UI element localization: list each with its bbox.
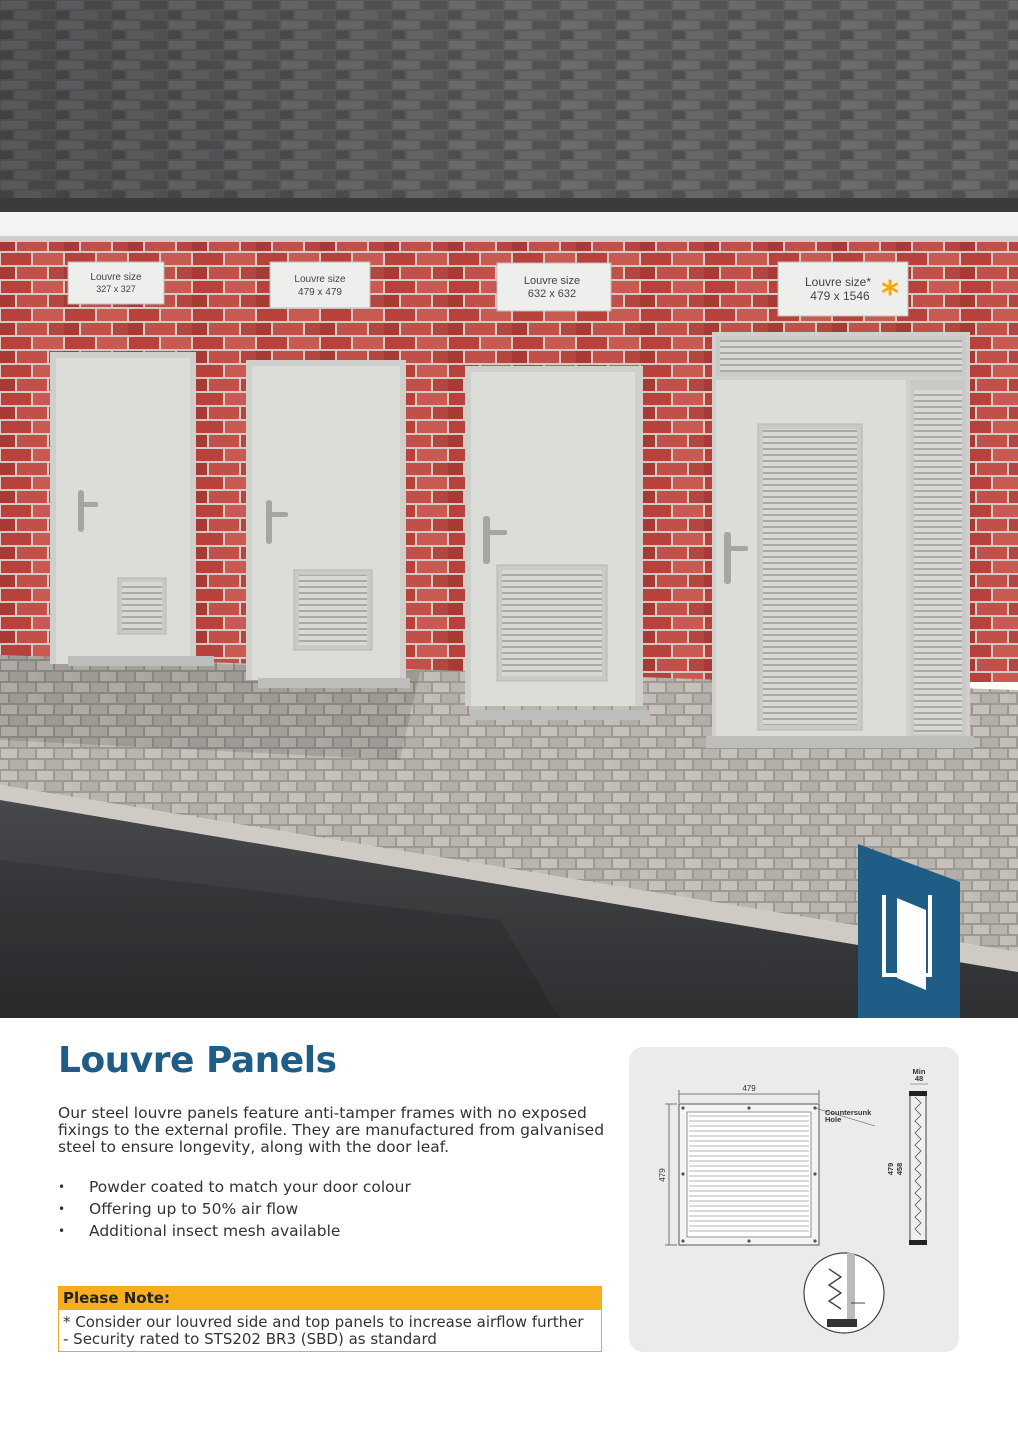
countersunk-label: Hole — [825, 1115, 842, 1124]
note-header: Please Note: — [59, 1287, 601, 1310]
svg-text:Louvre size: Louvre size — [90, 272, 142, 283]
note-box — [58, 1286, 602, 1352]
svg-text:632 x 632: 632 x 632 — [527, 288, 577, 300]
feature-item: • Additional insect mesh available — [58, 1220, 411, 1242]
door-4 — [706, 332, 974, 748]
intro-paragraph: Our steel louvre panels feature anti-tamper frames with no exposed fixings to the external profile. They are manufactured from galvanised steel to ensure longevity, along with the door leaf. — [58, 1104, 605, 1156]
note-line: * Consider our louvred side and top panels to increase airflow further — [63, 1313, 584, 1331]
sign-1 — [68, 262, 164, 304]
note-body — [59, 1310, 601, 1351]
door-3 — [465, 366, 650, 720]
depth-label: 48 — [914, 1074, 924, 1083]
technical-diagram — [629, 1047, 959, 1352]
door-2 — [246, 360, 410, 688]
svg-text:Louvre size: Louvre size — [294, 274, 346, 285]
countersunk-label: Countersunk — [825, 1108, 872, 1117]
feature-item: • Powder coated to match your door colour — [58, 1176, 411, 1198]
width-label: 479 — [742, 1084, 756, 1093]
side-inner-label: 458 — [895, 1162, 904, 1176]
feature-item: • Offering up to 50% air flow — [58, 1198, 411, 1220]
height-label: 479 — [658, 1168, 667, 1182]
feature-list — [58, 1176, 411, 1242]
gutter — [0, 198, 1018, 212]
sign-3 — [497, 263, 611, 311]
svg-text:327 x 327: 327 x 327 — [96, 284, 136, 294]
page-title: Louvre Panels — [58, 1040, 337, 1081]
svg-text:Louvre size*: Louvre size* — [804, 275, 872, 289]
note-line: - Security rated to STS202 BR3 (SBD) as standard — [63, 1330, 437, 1348]
svg-text:479 x 1546: 479 x 1546 — [810, 289, 870, 303]
sign-2 — [270, 262, 370, 308]
svg-text:Louvre size: Louvre size — [523, 275, 581, 287]
min-label: Min — [912, 1067, 926, 1076]
door-1 — [50, 352, 214, 666]
side-height-label: 479 — [886, 1162, 895, 1176]
asterisk-icon: * — [881, 274, 899, 314]
svg-text:479 x 479: 479 x 479 — [298, 287, 342, 298]
sign-4 — [778, 262, 908, 316]
fascia — [0, 212, 1018, 238]
